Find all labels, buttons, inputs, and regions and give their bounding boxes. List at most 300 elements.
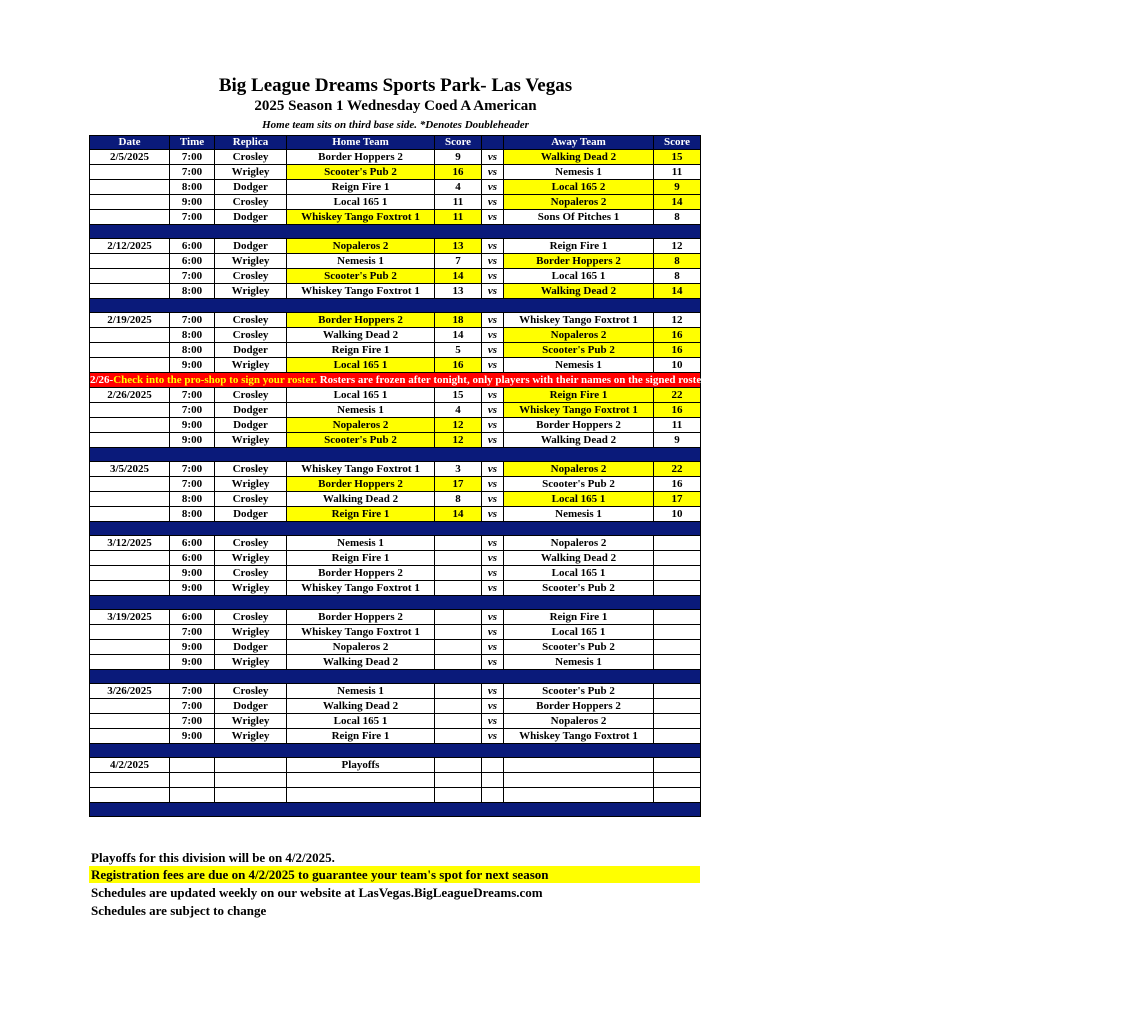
vs-label: vs: [482, 610, 504, 625]
vs-label: vs: [482, 388, 504, 403]
game-time: 7:00: [170, 313, 215, 328]
game-date: 3/12/2025: [90, 536, 170, 551]
game-date: [90, 507, 170, 522]
col-away-team: Away Team: [504, 136, 654, 150]
vs-label: vs: [482, 195, 504, 210]
table-row: [90, 313, 701, 328]
game-replica: Crosley: [215, 566, 287, 581]
away-score: [654, 699, 701, 714]
game-replica: Crosley: [215, 684, 287, 699]
game-time: 9:00: [170, 566, 215, 581]
home-team: Nemesis 1: [287, 254, 435, 269]
game-replica: Dodger: [215, 403, 287, 418]
away-team: Border Hoppers 2: [504, 418, 654, 433]
vs-label: vs: [482, 313, 504, 328]
game-replica: Dodger: [215, 640, 287, 655]
home-score: 5: [435, 343, 482, 358]
away-team: Scooter's Pub 2: [504, 640, 654, 655]
home-team: Reign Fire 1: [287, 507, 435, 522]
game-date: [90, 180, 170, 195]
home-team: Walking Dead 2: [287, 699, 435, 714]
away-score: 9: [654, 180, 701, 195]
game-replica: Wrigley: [215, 625, 287, 640]
home-score: 12: [435, 433, 482, 448]
away-team: Nemesis 1: [504, 507, 654, 522]
game-date: [90, 433, 170, 448]
game-date: [90, 625, 170, 640]
game-date: [90, 418, 170, 433]
vs-label: vs: [482, 358, 504, 373]
table-row: [90, 210, 701, 225]
table-row: [90, 388, 701, 403]
game-time: 7:00: [170, 477, 215, 492]
home-score: [435, 684, 482, 699]
table-row: [90, 358, 701, 373]
away-score: [654, 773, 701, 788]
away-team: Sons Of Pitches 1: [504, 210, 654, 225]
away-score: [654, 729, 701, 744]
game-time: [170, 788, 215, 803]
table-row: [90, 655, 701, 670]
home-score: 13: [435, 284, 482, 299]
game-replica: Wrigley: [215, 551, 287, 566]
table-row: [90, 284, 701, 299]
away-score: [654, 684, 701, 699]
week-separator: [90, 522, 701, 536]
table-row: [90, 640, 701, 655]
table-row: [90, 343, 701, 358]
away-score: 16: [654, 328, 701, 343]
vs-label: vs: [482, 640, 504, 655]
table-row: [90, 195, 701, 210]
away-score: [654, 566, 701, 581]
separator-cell: [90, 670, 701, 684]
home-team: Nopaleros 2: [287, 418, 435, 433]
home-score: [435, 655, 482, 670]
home-score: 14: [435, 328, 482, 343]
vs-label: vs: [482, 210, 504, 225]
game-replica: Wrigley: [215, 581, 287, 596]
home-team: Reign Fire 1: [287, 343, 435, 358]
game-date: [90, 269, 170, 284]
vs-label: vs: [482, 551, 504, 566]
game-time: 7:00: [170, 699, 215, 714]
home-score: 14: [435, 269, 482, 284]
vs-label: vs: [482, 536, 504, 551]
game-replica: Dodger: [215, 343, 287, 358]
table-row: [90, 492, 701, 507]
game-time: 7:00: [170, 684, 215, 699]
game-replica: Wrigley: [215, 358, 287, 373]
game-time: 7:00: [170, 165, 215, 180]
home-score: [435, 581, 482, 596]
away-score: [654, 536, 701, 551]
vs-label: vs: [482, 581, 504, 596]
table-row: [90, 625, 701, 640]
game-time: 7:00: [170, 388, 215, 403]
game-date: [90, 566, 170, 581]
game-date: [90, 343, 170, 358]
table-row: [90, 328, 701, 343]
game-replica: [215, 758, 287, 773]
vs-label: vs: [482, 180, 504, 195]
game-date: [90, 551, 170, 566]
vs-label: vs: [482, 165, 504, 180]
home-score: 13: [435, 239, 482, 254]
away-team: Nopaleros 2: [504, 328, 654, 343]
away-team: Border Hoppers 2: [504, 699, 654, 714]
separator-cell: [90, 596, 701, 610]
away-team: Local 165 1: [504, 269, 654, 284]
table-row: [90, 462, 701, 477]
week-separator: [90, 803, 701, 817]
roster-notice-row: [90, 373, 701, 388]
game-replica: Dodger: [215, 418, 287, 433]
away-score: [654, 714, 701, 729]
home-score: 4: [435, 403, 482, 418]
vs-label: vs: [482, 150, 504, 165]
away-team: Reign Fire 1: [504, 239, 654, 254]
home-score: 17: [435, 477, 482, 492]
game-time: 7:00: [170, 210, 215, 225]
away-team: Walking Dead 2: [504, 284, 654, 299]
game-date: [90, 403, 170, 418]
game-time: 7:00: [170, 150, 215, 165]
table-row: [90, 714, 701, 729]
vs-label: vs: [482, 699, 504, 714]
away-team: [504, 773, 654, 788]
home-team: Border Hoppers 2: [287, 477, 435, 492]
away-score: [654, 551, 701, 566]
game-date: [90, 165, 170, 180]
game-time: 9:00: [170, 640, 215, 655]
home-team: Nopaleros 2: [287, 239, 435, 254]
table-row: [90, 433, 701, 448]
game-date: [90, 714, 170, 729]
empty-row: [90, 773, 701, 788]
week-separator: [90, 744, 701, 758]
home-team: Local 165 1: [287, 388, 435, 403]
away-score: 22: [654, 462, 701, 477]
game-replica: Wrigley: [215, 729, 287, 744]
game-replica: Crosley: [215, 462, 287, 477]
game-replica: [215, 773, 287, 788]
empty-row: [90, 788, 701, 803]
week-separator: [90, 596, 701, 610]
home-team: Border Hoppers 2: [287, 313, 435, 328]
playoffs-label: Playoffs: [287, 758, 435, 773]
game-date: [90, 640, 170, 655]
table-row: [90, 610, 701, 625]
notice-text: Rosters are frozen after tonight, only players with their names on the signed roster are eligible for playoffs. Please check carefully as changes will not be made for omissions.: [316, 373, 1125, 386]
game-replica: [215, 788, 287, 803]
game-time: 8:00: [170, 328, 215, 343]
home-score: 4: [435, 180, 482, 195]
away-team: [504, 788, 654, 803]
separator-cell: [90, 448, 701, 462]
vs-label: [482, 773, 504, 788]
away-team: Nemesis 1: [504, 655, 654, 670]
week-separator: [90, 448, 701, 462]
home-team: Reign Fire 1: [287, 551, 435, 566]
game-replica: Crosley: [215, 313, 287, 328]
game-time: 8:00: [170, 284, 215, 299]
game-time: 7:00: [170, 625, 215, 640]
vs-label: vs: [482, 403, 504, 418]
home-score: [435, 610, 482, 625]
table-row: [90, 180, 701, 195]
home-team: Local 165 1: [287, 358, 435, 373]
away-team: Nemesis 1: [504, 165, 654, 180]
game-replica: Crosley: [215, 388, 287, 403]
home-score: 8: [435, 492, 482, 507]
home-team: Whiskey Tango Foxtrot 1: [287, 284, 435, 299]
footer-subject-to-change: Schedules are subject to change: [91, 903, 267, 918]
vs-label: vs: [482, 507, 504, 522]
home-team: Whiskey Tango Foxtrot 1: [287, 625, 435, 640]
home-score: 14: [435, 507, 482, 522]
away-team: Local 165 1: [504, 625, 654, 640]
game-date: 3/5/2025: [90, 462, 170, 477]
game-time: 9:00: [170, 729, 215, 744]
home-score: 11: [435, 195, 482, 210]
home-team: Whiskey Tango Foxtrot 1: [287, 462, 435, 477]
home-team: Nemesis 1: [287, 536, 435, 551]
away-score: 22: [654, 388, 701, 403]
game-date: 4/2/2025: [90, 758, 170, 773]
game-time: 6:00: [170, 536, 215, 551]
notice-highlight: Check into the pro-shop to sign your roster.: [113, 373, 317, 386]
away-score: 10: [654, 358, 701, 373]
home-score: [435, 773, 482, 788]
table-row: [90, 684, 701, 699]
home-score: [435, 714, 482, 729]
col-date: Date: [90, 136, 170, 150]
away-score: 8: [654, 254, 701, 269]
separator-cell: [90, 225, 701, 239]
away-team: Walking Dead 2: [504, 150, 654, 165]
table-row: [90, 729, 701, 744]
home-team: Scooter's Pub 2: [287, 433, 435, 448]
page-subtitle: 2025 Season 1 Wednesday Coed A American: [254, 98, 537, 114]
vs-label: vs: [482, 729, 504, 744]
home-team: Local 165 1: [287, 714, 435, 729]
home-score: 9: [435, 150, 482, 165]
away-team: Scooter's Pub 2: [504, 684, 654, 699]
home-score: 16: [435, 165, 482, 180]
separator-cell: [90, 744, 701, 758]
game-date: [90, 729, 170, 744]
away-score: 8: [654, 210, 701, 225]
home-team: [287, 788, 435, 803]
away-team: Scooter's Pub 2: [504, 581, 654, 596]
vs-label: vs: [482, 343, 504, 358]
game-date: [90, 284, 170, 299]
home-score: [435, 788, 482, 803]
home-team: Reign Fire 1: [287, 180, 435, 195]
away-score: 16: [654, 403, 701, 418]
table-body: [90, 150, 1125, 817]
table-row: [90, 150, 701, 165]
home-team: [287, 773, 435, 788]
away-score: [654, 581, 701, 596]
col-home-team: Home Team: [287, 136, 435, 150]
game-replica: Wrigley: [215, 477, 287, 492]
game-replica: Crosley: [215, 492, 287, 507]
vs-label: [482, 758, 504, 773]
separator-cell: [90, 299, 701, 313]
game-time: 7:00: [170, 714, 215, 729]
away-score: 17: [654, 492, 701, 507]
game-date: [90, 581, 170, 596]
game-date: 2/5/2025: [90, 150, 170, 165]
vs-label: vs: [482, 655, 504, 670]
game-replica: Wrigley: [215, 254, 287, 269]
page-title: Big League Dreams Sports Park- Las Vegas: [218, 75, 573, 96]
vs-label: vs: [482, 714, 504, 729]
game-date: [90, 699, 170, 714]
roster-notice: [90, 373, 1125, 388]
game-date: [90, 254, 170, 269]
home-score: [435, 699, 482, 714]
away-score: 11: [654, 418, 701, 433]
col-home-score: Score: [435, 136, 482, 150]
away-team: Reign Fire 1: [504, 610, 654, 625]
away-team: Nopaleros 2: [504, 462, 654, 477]
separator-cell: [90, 522, 701, 536]
game-time: 9:00: [170, 581, 215, 596]
game-replica: Wrigley: [215, 655, 287, 670]
game-replica: Crosley: [215, 150, 287, 165]
home-score: 3: [435, 462, 482, 477]
footer-registration: Registration fees are due on 4/2/2025 to guarantee your team's spot for next season: [89, 866, 700, 883]
home-score: 16: [435, 358, 482, 373]
home-team: Walking Dead 2: [287, 328, 435, 343]
notice-date: 2/26-: [90, 373, 114, 386]
game-date: 2/12/2025: [90, 239, 170, 254]
home-score: [435, 551, 482, 566]
home-team: Scooter's Pub 2: [287, 269, 435, 284]
col-vs: [482, 136, 504, 150]
home-score: [435, 566, 482, 581]
game-date: 2/26/2025: [90, 388, 170, 403]
away-score: [654, 625, 701, 640]
away-team: Scooter's Pub 2: [504, 343, 654, 358]
vs-label: vs: [482, 418, 504, 433]
away-team: Walking Dead 2: [504, 433, 654, 448]
away-score: [654, 788, 701, 803]
separator-cell: [90, 803, 701, 817]
away-team: [504, 758, 654, 773]
game-date: [90, 195, 170, 210]
game-date: 3/26/2025: [90, 684, 170, 699]
game-time: 6:00: [170, 551, 215, 566]
vs-label: vs: [482, 433, 504, 448]
away-team: Nopaleros 2: [504, 536, 654, 551]
home-team: Nemesis 1: [287, 684, 435, 699]
week-separator: [90, 299, 701, 313]
playoffs-row: [90, 758, 701, 773]
game-replica: Wrigley: [215, 433, 287, 448]
home-score: 18: [435, 313, 482, 328]
game-date: [90, 210, 170, 225]
table-row: [90, 403, 701, 418]
home-team: Walking Dead 2: [287, 492, 435, 507]
vs-label: vs: [482, 254, 504, 269]
game-date: [90, 358, 170, 373]
game-replica: Dodger: [215, 180, 287, 195]
schedule-table: [89, 135, 1125, 817]
away-score: [654, 610, 701, 625]
game-replica: Dodger: [215, 210, 287, 225]
table-row: [90, 254, 701, 269]
home-team: Border Hoppers 2: [287, 150, 435, 165]
game-replica: Crosley: [215, 536, 287, 551]
vs-label: vs: [482, 566, 504, 581]
game-replica: Dodger: [215, 507, 287, 522]
home-score: [435, 625, 482, 640]
game-replica: Dodger: [215, 239, 287, 254]
away-score: 8: [654, 269, 701, 284]
home-team: Walking Dead 2: [287, 655, 435, 670]
game-time: 6:00: [170, 254, 215, 269]
vs-label: vs: [482, 284, 504, 299]
col-replica: Replica: [215, 136, 287, 150]
vs-label: vs: [482, 239, 504, 254]
game-replica: Crosley: [215, 610, 287, 625]
table-row: [90, 699, 701, 714]
game-time: 7:00: [170, 462, 215, 477]
table-row: [90, 165, 701, 180]
away-team: Nopaleros 2: [504, 714, 654, 729]
col-away-score: Score: [654, 136, 701, 150]
away-score: [654, 640, 701, 655]
away-team: Scooter's Pub 2: [504, 477, 654, 492]
table-row: [90, 536, 701, 551]
home-score: [435, 536, 482, 551]
game-time: 8:00: [170, 492, 215, 507]
away-team: Local 165 2: [504, 180, 654, 195]
away-score: 10: [654, 507, 701, 522]
home-score: 15: [435, 388, 482, 403]
game-date: [90, 477, 170, 492]
game-replica: Wrigley: [215, 714, 287, 729]
home-score: [435, 758, 482, 773]
home-team: Whiskey Tango Foxtrot 1: [287, 581, 435, 596]
away-score: 14: [654, 195, 701, 210]
game-time: 9:00: [170, 655, 215, 670]
home-score: [435, 729, 482, 744]
home-score: 7: [435, 254, 482, 269]
home-score: 11: [435, 210, 482, 225]
game-date: [90, 328, 170, 343]
game-date: [90, 655, 170, 670]
away-score: 15: [654, 150, 701, 165]
game-time: [170, 758, 215, 773]
away-score: [654, 758, 701, 773]
away-team: Nemesis 1: [504, 358, 654, 373]
home-team: Scooter's Pub 2: [287, 165, 435, 180]
away-score: 12: [654, 313, 701, 328]
away-team: Whiskey Tango Foxtrot 1: [504, 403, 654, 418]
away-score: [654, 655, 701, 670]
game-date: 2/19/2025: [90, 313, 170, 328]
game-time: 9:00: [170, 358, 215, 373]
vs-label: vs: [482, 625, 504, 640]
game-time: 9:00: [170, 433, 215, 448]
vs-label: [482, 788, 504, 803]
game-replica: Dodger: [215, 699, 287, 714]
